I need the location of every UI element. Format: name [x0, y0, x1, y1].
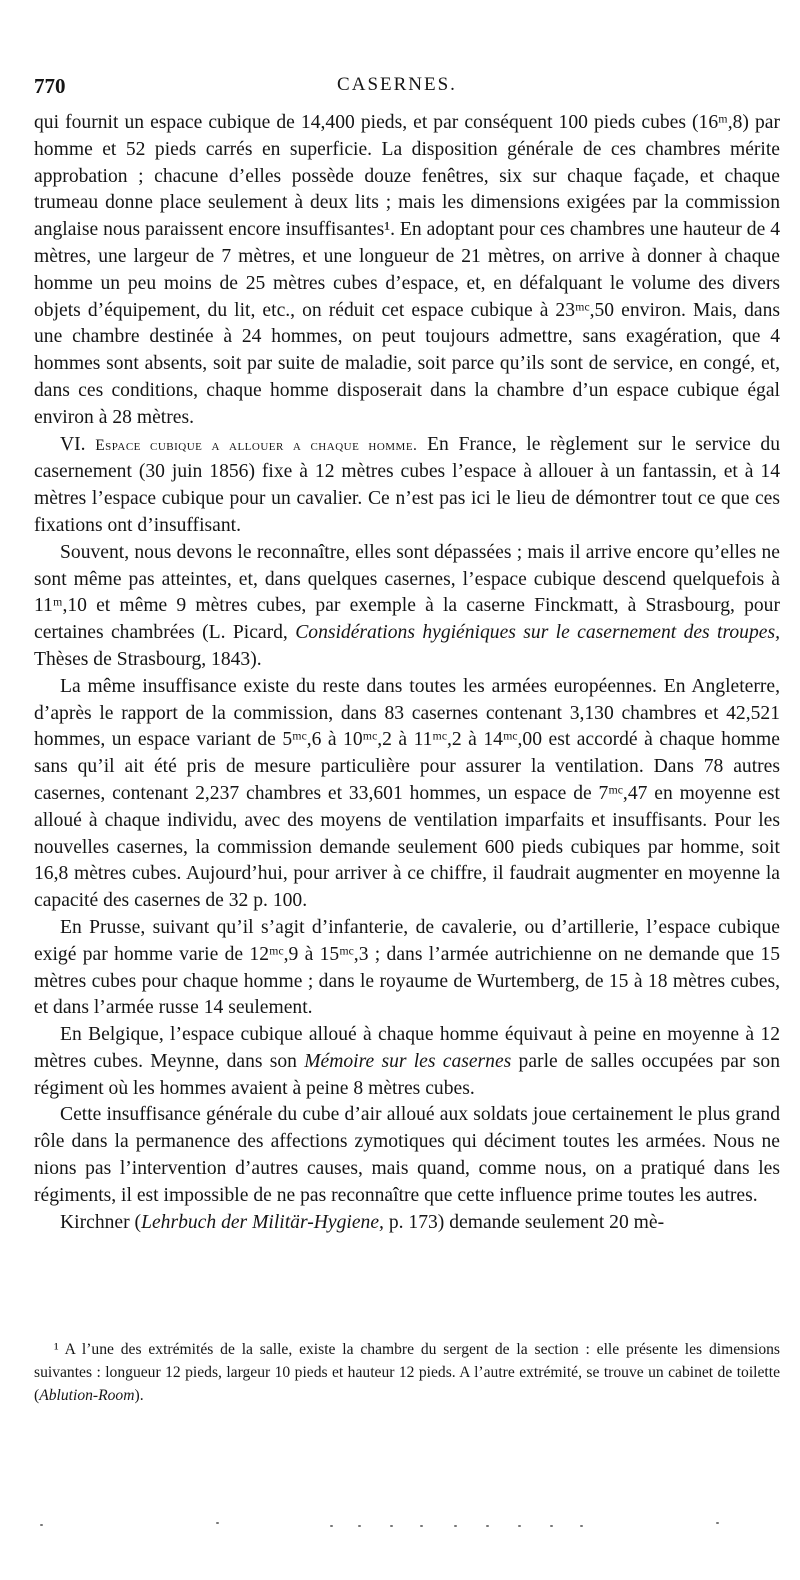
- speck: [550, 1525, 553, 1527]
- speck: [216, 1522, 219, 1524]
- paragraph-text: p. 173) demande seulement 20 mè-: [383, 1211, 665, 1233]
- paragraph: qui fournit un espace cubique de 14,400 pieds, et par conséquent 100 pieds cubes (16ᵐ,8) par homme et 52 pieds carrés en superficie. La disposition générale de ces chambres mérite approbation ; chacune d’elles possède douze fenêtres, six sur chaque façade, et chaque trumeau donne place seulement à deux lits ; mais les dimensions exigées par la commission anglaise nous paraissent encore insuffisantes¹. En adoptant pour ces chambres une hauteur de 4 mètres, une largeur de 7 mètres, et une longueur de 21 mètres, on arrive à donner à chaque homme un peu moins de 25 mètres cubes d’espace, et, en défalquant le volume des divers objets d’équipement, du lit, etc., on réduit cet espace cubique à 23ᵐᶜ,50 environ. Mais, dans une chambre destinée à 24 hommes, on peut toujours admettre, sans exagération, que 4 hommes sont absents, soit par suite de maladie, soit parce qu’ils sont de service, en congé, et, dans ces conditions, chaque homme disposerait dans la chambre d’un espace cubique égal environ à 28 mètres.: [34, 112, 780, 428]
- citation-title: Mémoire sur les casernes: [304, 1050, 512, 1072]
- speck: [358, 1525, 361, 1527]
- speck: [330, 1525, 333, 1527]
- paragraph-text: Kirchner (: [60, 1211, 142, 1233]
- footnote: [34, 1338, 780, 1407]
- running-title: CASERNES.: [337, 74, 457, 95]
- citation-title: Lehrbuch der Militär-Hygiene,: [141, 1211, 384, 1233]
- paragraph: [34, 1210, 780, 1237]
- footnote-body: ¹ A l’une des extrémités de la salle, existe la chambre du sergent de la section : elle présente les dimensions suivantes : longueur 12 pieds, largeur 10 pieds et hauteur 12 pieds. A l’autre extrémité, se trouve un cabinet de toilette (: [34, 1341, 780, 1404]
- main-text: [34, 110, 780, 1236]
- speck: [518, 1525, 521, 1527]
- paragraph: [34, 1022, 780, 1102]
- paragraph-text: En Belgique, l’espace cubique alloué à chaque homme équivaut à peine en moyenne à 12 mètres cubes. Meynne, dans son: [34, 1024, 780, 1072]
- footnote-italic: Ablution-Room: [39, 1387, 135, 1404]
- paragraph-text: Thèses de Strasbourg, 1843).: [34, 648, 262, 670]
- footnote-tail: ).: [134, 1387, 144, 1404]
- section-vi-paragraph: [34, 432, 780, 540]
- page-header: [34, 74, 760, 108]
- paragraph-text: Souvent, nous devons le reconnaître, elles sont dépassées ; mais il arrive encore qu’elles ne sont même pas atteintes, et, dans quelques casernes, l’espace cubique descend quelquefois à 11ᵐ,10 et même 9 mètres cubes, par exemple à la caserne Finckmatt, à Strasbourg, pour certaines chambrées (L. Picard,: [34, 541, 780, 644]
- footnote-text: [34, 1338, 780, 1407]
- speck: [454, 1525, 457, 1527]
- speck: [486, 1525, 489, 1527]
- speck: [390, 1525, 393, 1527]
- paragraph: Cette insuffisance générale du cube d’air alloué aux soldats joue certainement le plus grand rôle dans la permanence des affections zymotiques qui déciment toutes les armées. Nous ne nions pas l’intervention d’autres causes, mais quand, comme nous, on a pratiqué dans les régiments, il est impossible de ne pas reconnaître que cette influence prime toutes les autres.: [34, 1104, 780, 1206]
- speck: [580, 1525, 583, 1527]
- page-number: 770: [34, 74, 66, 98]
- section-heading: Espace cubique a allouer a chaque homme.: [95, 436, 418, 454]
- paragraph: La même insuffisance existe du reste dans toutes les armées européennes. En Angleterre, d’après le rapport de la commission, dans 83 casernes contenant 3,130 chambres et 42,521 hommes, un espace variant de 5ᵐᶜ,6 à 10ᵐᶜ,2 à 11ᵐᶜ,2 à 14ᵐᶜ,00 est accordé à chaque homme sans qu’il ait été pris de mesure particulière pour assurer la ventilation. Dans 78 autres casernes, contenant 2,237 chambres et 33,601 hommes, un espace de 7ᵐᶜ,47 en moyenne est alloué à chaque individu, avec des moyens de ventilation imparfaits et insuffisants. Pour les nouvelles casernes, la commission demande seulement 600 pieds cubiques par homme, soit 16,8 mètres cubes. Aujourd’hui, pour arriver à ce chiffre, il faudrait augmenter en moyenne la capacité des casernes de 32 p. 100.: [34, 675, 780, 912]
- speck: [716, 1522, 719, 1524]
- paragraph-text: En France, le règlement sur le service du casernement (30 juin 1856) fixe à 12 mètres cubes l’espace à allouer à un fantassin, et à 14 mètres l’espace cubique pour un cavalier. Ce n’est pas ici le lieu de démontrer tout ce que ces fixations ont d’insuffisant.: [34, 433, 780, 536]
- speck: [40, 1524, 43, 1526]
- speck: [420, 1525, 423, 1527]
- citation-title: Considérations hygiéniques sur le casernement des troupes,: [295, 622, 780, 644]
- section-number: VI.: [60, 433, 86, 455]
- paragraph-text: parle de salles occupées par son régiment où les hommes avaient à peine 8 mètres cubes.: [34, 1050, 780, 1099]
- paragraph: [34, 540, 780, 674]
- bottom-print-specks: [40, 1522, 760, 1530]
- paragraph: En Prusse, suivant qu’il s’agit d’infanterie, de cavalerie, ou d’artillerie, l’espace cubique exigé par homme varie de 12ᵐᶜ,9 à 15ᵐᶜ,3 ; dans l’armée autrichienne on ne demande que 15 mètres cubes pour chaque homme ; dans le royaume de Wurtemberg, de 15 à 18 mètres cubes, et dans l’armée russe 14 seulement.: [34, 916, 780, 1019]
